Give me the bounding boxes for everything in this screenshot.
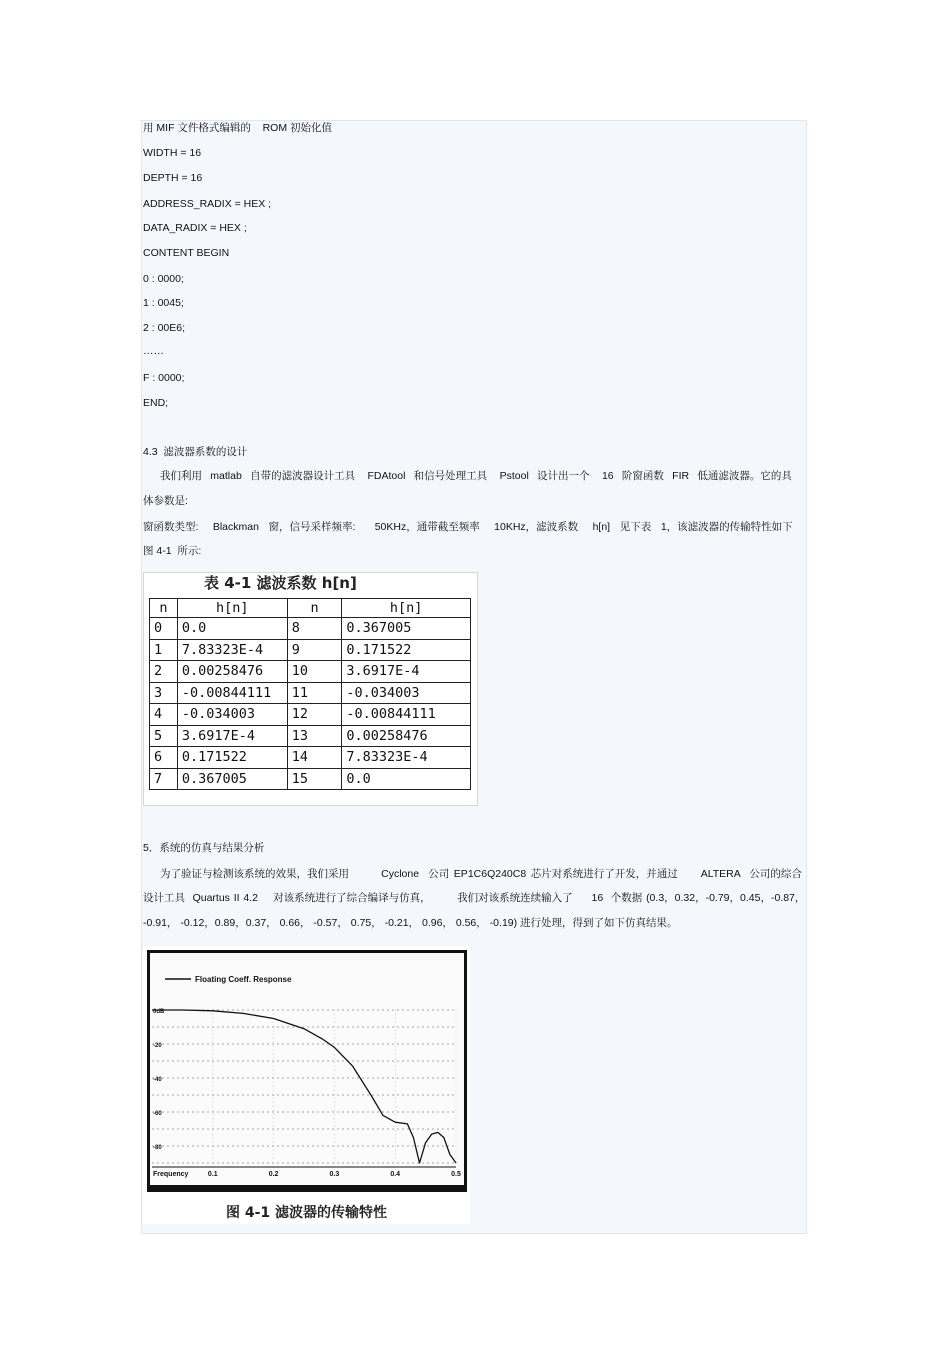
mif-row-2: 2 : 00E6; (143, 322, 186, 334)
table-cell: 6 (150, 747, 178, 769)
table-cell: 7.83323E-4 (342, 747, 471, 769)
section-4-3-heading: 4.3 滤波器系数的设计 (143, 446, 248, 458)
frequency-response-chart (143, 946, 470, 1204)
coefficient-table (149, 598, 471, 790)
table-cell: 14 (287, 747, 342, 769)
y-tick-label: -40 (153, 1077, 162, 1083)
mif-row-1: 1 : 0045; (143, 297, 184, 309)
y-tick-label: -60 (153, 1111, 162, 1117)
mif-intro: 用 MIF 文件格式编辑的 ROM 初始化值 (143, 122, 332, 134)
x-tick-label: 0.3 (329, 1171, 340, 1178)
table-cell: 0.0 (342, 768, 471, 790)
mif-depth: DEPTH = 16 (143, 172, 203, 184)
table-cell: 0.0 (177, 618, 287, 640)
table-cell: 15 (287, 768, 342, 790)
table-cell: 13 (287, 725, 342, 747)
mif-end: END; (143, 397, 169, 409)
table-title: 表 4-1 滤波系数 h[n] (204, 574, 357, 592)
table-cell: 0 (150, 618, 178, 640)
table-cell: 0.00258476 (177, 661, 287, 683)
table-cell: 7.83323E-4 (177, 639, 287, 661)
y-tick-label: -80 (153, 1145, 162, 1151)
table-cell: 0.171522 (177, 747, 287, 769)
mif-width: WIDTH = 16 (143, 147, 202, 159)
table-cell: 11 (287, 682, 342, 704)
table-cell: 3.6917E-4 (342, 661, 471, 683)
header-hn-left: h[n] (177, 599, 287, 618)
y-tick-label: 0dB (153, 1009, 165, 1015)
mif-data-radix: DATA_RADIX = HEX ; (143, 222, 247, 234)
table-cell: 0.367005 (177, 768, 287, 790)
table-cell: 7 (150, 768, 178, 790)
x-tick-label: 0.4 (390, 1171, 401, 1178)
header-hn-right: h[n] (342, 599, 471, 618)
header-n-left: n (150, 599, 178, 618)
section-4-3-para1-line2: 体参数是: (143, 495, 188, 507)
mif-content-begin: CONTENT BEGIN (143, 247, 230, 259)
table-cell: 8 (287, 618, 342, 640)
table-cell: 0.00258476 (342, 725, 471, 747)
table-row (150, 618, 471, 640)
table-row (150, 682, 471, 704)
table-cell: -0.034003 (177, 704, 287, 726)
x-tick-label: 0.2 (268, 1171, 279, 1178)
x-tick-label: 0.5 (451, 1171, 461, 1178)
mif-row-f: F : 0000; (143, 372, 185, 384)
table-cell: -0.00844111 (177, 682, 287, 704)
table-cell: 3.6917E-4 (177, 725, 287, 747)
table-row (150, 661, 471, 683)
mif-address-radix: ADDRESS_RADIX = HEX ; (143, 198, 272, 210)
table-cell: 3 (150, 682, 178, 704)
figure-caption: 图 4-1 滤波器的传输特性 (225, 1205, 388, 1221)
table-cell: 4 (150, 704, 178, 726)
table-row (150, 768, 471, 790)
section-5-heading: 5．系统的仿真与结果分析 (143, 842, 265, 854)
x-tick-label: 0.1 (207, 1171, 218, 1178)
table-cell: 2 (150, 661, 178, 683)
section-5-para-line3: -0.91， -0.12，0.89，0.37， 0.66， -0.57， 0.75， -0.21， 0.96， 0.56， -0.19) 进行处理，得到了如下仿真结果。 (143, 917, 678, 929)
header-n-right: n (287, 599, 342, 618)
mif-row-0: 0 : 0000; (143, 273, 184, 285)
table-cell: 5 (150, 725, 178, 747)
table-cell: 0.171522 (342, 639, 471, 661)
frequency-response-figure (143, 946, 470, 1224)
coefficient-table-image (143, 572, 478, 806)
table-cell: 1 (150, 639, 178, 661)
table-cell: 10 (287, 661, 342, 683)
section-4-3-para2-line1: 窗函数类型: Blackman 窗，信号采样频率: 50KHz，通带截至频率 10KHz，滤波系数 h[n] 见下表 1，该滤波器的传输特性如下 (143, 521, 793, 533)
section-5-para-line2: 设计工具 Quartus II 4.2 对该系统进行了综合编译与仿真， 我们对该系统连续输入了 16 个数据 (0.3，0.32，-0.79，0.45，-0.87， (143, 892, 806, 904)
y-tick-label: -20 (153, 1043, 162, 1049)
section-4-3-para2-line2: 图 4-1 所示: (143, 545, 202, 557)
table-row (150, 747, 471, 769)
section-5-para-line1: 为了验证与检测该系统的效果，我们采用 Cyclone 公司 EP1C6Q240C8 芯片对系统进行了开发，并通过 ALTERA 公司的综合 (160, 868, 802, 880)
table-row (150, 639, 471, 661)
table-cell: -0.00844111 (342, 704, 471, 726)
table-row (150, 704, 471, 726)
table-row (150, 725, 471, 747)
table-header-row (150, 599, 471, 618)
x-axis-label: Frequency (153, 1171, 189, 1178)
table-cell: 12 (287, 704, 342, 726)
mif-ellipsis: …… (143, 345, 164, 357)
table-cell: 0.367005 (342, 618, 471, 640)
legend-label: Floating Coeff. Response (195, 975, 292, 984)
table-cell: -0.034003 (342, 682, 471, 704)
table-cell: 9 (287, 639, 342, 661)
section-4-3-para1-line1: 我们利用 matlab 自带的滤波器设计工具 FDAtool 和信号处理工具 Pstool 设计出一个 16 阶窗函数 FIR 低通滤波器。它的具 (160, 470, 792, 482)
